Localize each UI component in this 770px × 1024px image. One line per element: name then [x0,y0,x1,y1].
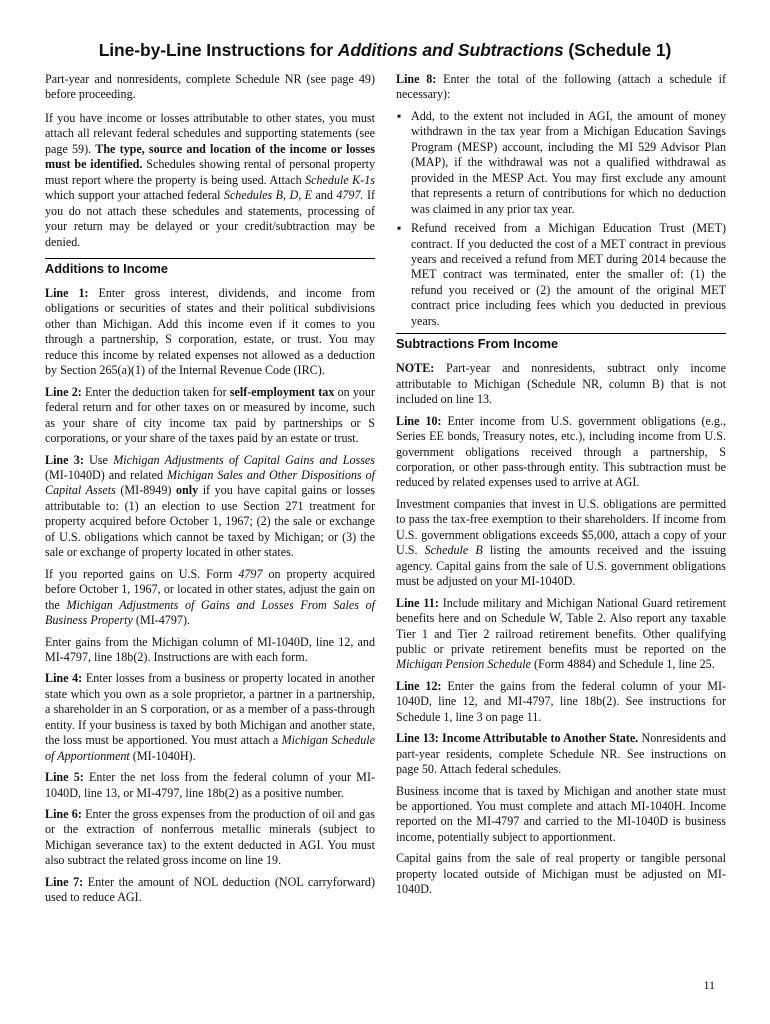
business-income-paragraph: Business income that is taxed by Michigan and another state must be apportioned. You must complete and attach MI-1040H. Income reported on the MI-4797 and carried to the MI-1040D is business income, potentially subject to apportionment. [396,783,726,844]
line-12-instructions: Line 12: Enter the gains from the federal column of your MI-1040D, line 12, and MI-4797, line 18b(2). See instructions for Schedule 1, line 3 on page 11. [396,678,726,724]
list-item: ▪ Add, to the extent not included in AGI, the amount of money withdrawn in the tax year from a Michigan Education Savings Program (MESP) account, including the MI 529 Advisor Plan (MAP), if the withdrawal was not a qualified withdrawal as provided in the MESP Act. You may first exclude any amount that represents a return of contributions for which no deduction was claimed in any prior tax year. [397,108,726,216]
note-paragraph: NOTE: Part-year and nonresidents, subtract only income attributable to Michigan (Schedule NR, column B) that is not included on line 13. [396,361,726,407]
line-6-instructions: Line 6: Enter the gross expenses from the production of oil and gas or the extraction of nonferrous metallic minerals (subject to Michigan severance tax) to the extent deducted in AGI. You must also subtract the related gross income on line 19. [45,807,375,868]
enter-gains-paragraph: Enter gains from the Michigan column of MI-1040D, line 12, and MI-4797, line 18b(2). Instructions are with each form. [45,634,375,664]
line-3-instructions: Line 3: Use Michigan Adjustments of Capital Gains and Losses (MI-1040D) and related Michigan Sales and Other Dispositions of Capital Assets (MI-8949) only if you have capital gains or losses attributable to: (1) an election to use Section 271 treatment for property acquired before October 1, 1967; (2) the sale or exchange of U.S. obligations which cannot be taxed by Michigan; or (3) the sale or exchange of property located in other states. [45,452,375,560]
page-number: 11 [703,978,715,992]
line-11-instructions: Line 11: Include military and Michigan National Guard retirement benefits here and on Schedule W, Table 2. Also report any taxable Tier 1 and Tier 2 railroad retirement benefits. Other qualifying public or private retirement benefits must be reported on the Michigan Pension Schedule (Form 4884) and Schedule 1, line 25. [396,595,727,672]
line-13-instructions: Line 13: Income Attributable to Another State. Nonresidents and part-year residents, complete Schedule NR. See instructions on page 50. Attach federal schedules. [396,731,726,777]
line-4-instructions: Line 4: Enter losses from a business or property located in another state which you own as a sole proprietor, a partner in a partnership, a shareholder in an S corporation, or as a member of a pass-through entity. If your business is taxed by both Michigan and another state, the loss must be apportioned. You must attach a Michigan Schedule of Apportionment (MI-1040H). [45,671,375,763]
intro-other-states: If you have income or losses attributable to other states, you must attach all relevant federal schedules and supporting statements (see page 59). The type, source and location of the income or losses must be identified. Schedules showing rental of personal property must report where the property is being used. Attach Schedule K-1s which support your attached federal Schedules B, D, E and 4797. If you do not attach these schedules and statements, processing of your return may be delayed or your credit/subtraction may be denied. [45,110,375,249]
line-10-instructions: Line 10: Enter income from U.S. government obligations (e.g., Series EE bonds, Treasury notes, etc.), including income from U.S. government obligations received through a partnership, S corporation, or other pass-through entity. This subtraction must be reduced by related expenses used to arrive at AGI. [396,413,726,490]
list-item: ▪ Refund received from a Michigan Education Trust (MET) contract. If you deducted the cost of a MET contract in previous years and received a refund from MET during 2014 because the MET contract was terminated, enter the smaller of: (1) the refund you received or (2) the amount of the original MET contract price including fees which you deducted in previous years. [397,221,726,328]
bullet-icon: ▪ [397,221,402,236]
right-column [396,72,726,904]
bullet-icon: ▪ [397,108,402,123]
line-1-instructions: Line 1: Enter gross interest, dividends, and income from obligations or securities of states and their political subdivisions other than Michigan. Add this income even if it comes to you through a partnership, S corporation, estate, or trust. You may reduce this income by related expenses not allowed as a deduction by Section 265(a)(1) of the Internal Revenue Code (IRC). [45,285,375,378]
intro-nonresidents: Part-year and nonresidents, complete Schedule NR (see page 49) before proceeding. [45,72,375,102]
line-8-instructions: Line 8: Enter the total of the following (attach a schedule if necessary): [396,72,726,102]
line-7-instructions: Line 7: Enter the amount of NOL deduction (NOL carryforward) used to reduce AGI. [45,874,375,905]
additions-heading: Additions to Income [45,258,375,277]
page-title: Line-by-Line Instructions for Additions and Subtractions (Schedule 1) [98,40,672,60]
line-8-list [396,109,726,329]
capital-gains-paragraph: Capital gains from the sale of real property or tangible personal property located outside of Michigan must be adjusted on MI-1040D. [396,851,726,897]
investment-paragraph: Investment companies that invest in U.S. obligations are permitted to pass the tax-free exemption to their shareholders. If income from U.S. government obligations exceeds $5,000, attach a copy of your U.S. Schedule B listing the amounts received and the issuing agency. Capital gains from the sale of U.S. government obligations must be adjusted on your MI-1040D. [396,496,727,589]
subtractions-heading: Subtractions From Income [396,333,726,352]
line-5-instructions: Line 5: Enter the net loss from the federal column of your MI-1040D, line 13, or MI-4797, line 18b(2) as a positive number. [45,770,375,800]
left-column [45,72,375,912]
form-4797-paragraph: If you reported gains on U.S. Form 4797 on property acquired before October 1, 1967, or located in other states, adjust the gain on the Michigan Adjustments of Gains and Losses From Sales of Business Property (MI-4797). [45,566,375,628]
line-2-instructions: Line 2: Enter the deduction taken for self-employment tax on your federal return and for other taxes on or measured by income, such as your share of city income tax paid by partnerships or S corporations, or your share of the taxes paid by an estate or trust. [45,384,376,446]
